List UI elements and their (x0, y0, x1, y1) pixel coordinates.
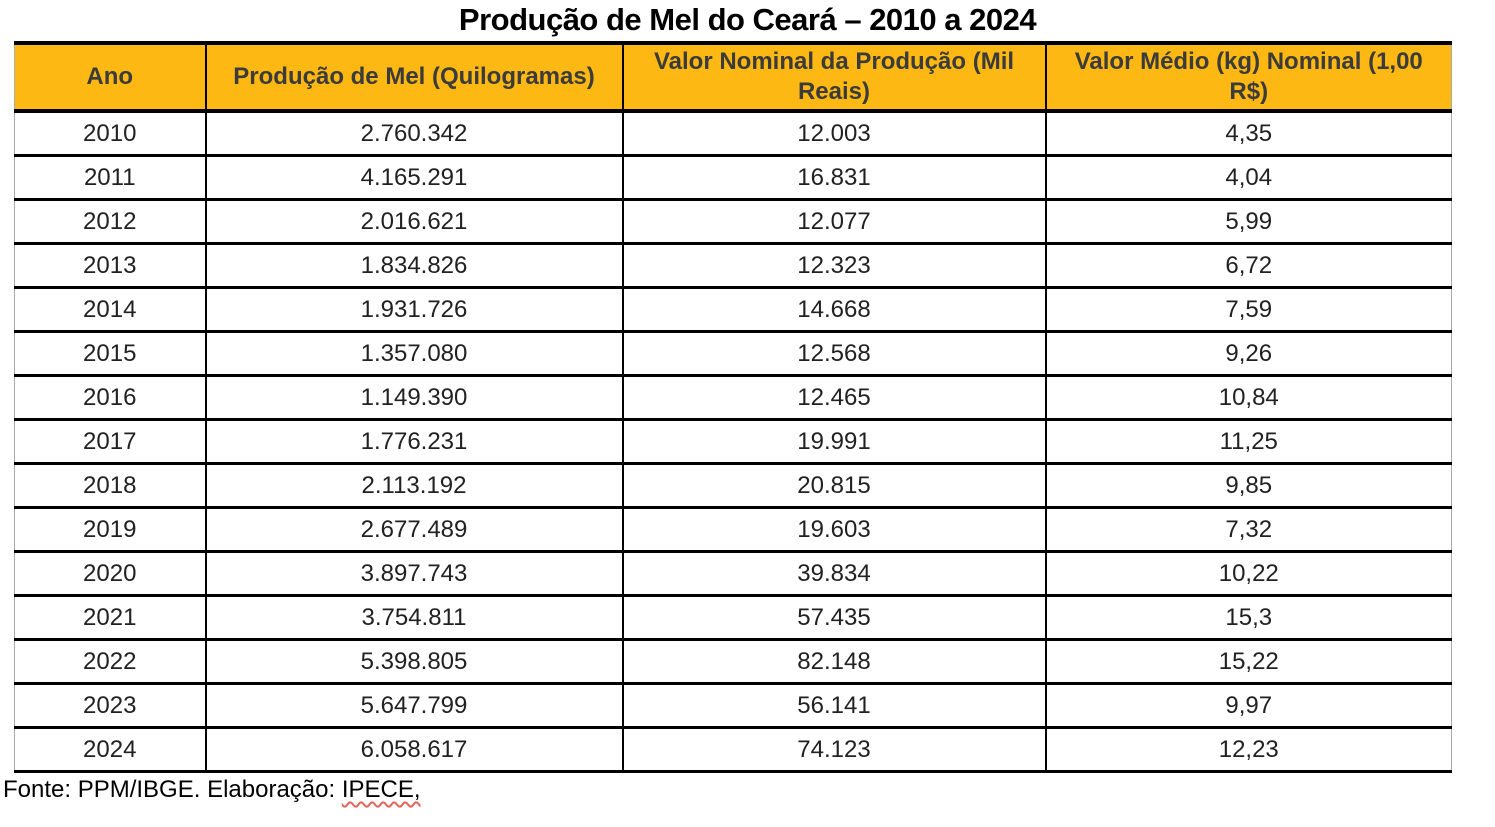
table-cell: 3.897.743 (206, 552, 623, 596)
table-cell: 10,84 (1046, 376, 1452, 420)
table-cell: 14.668 (623, 288, 1046, 332)
table-cell: 7,59 (1046, 288, 1452, 332)
table-cell: 2021 (15, 596, 206, 640)
table-cell: 6,72 (1046, 244, 1452, 288)
table-cell: 2010 (15, 111, 206, 156)
table-row (15, 420, 1452, 464)
table-cell: 57.435 (623, 596, 1046, 640)
table-cell: 74.123 (623, 728, 1046, 772)
table-cell: 16.831 (623, 156, 1046, 200)
table-cell: 2022 (15, 640, 206, 684)
table-cell: 20.815 (623, 464, 1046, 508)
source-note (3, 776, 1495, 804)
table-cell: 12,23 (1046, 728, 1452, 772)
table-cell: 2011 (15, 156, 206, 200)
table-cell: 9,85 (1046, 464, 1452, 508)
table-row (15, 332, 1452, 376)
table-header-row (15, 43, 1452, 111)
table-cell: 12.568 (623, 332, 1046, 376)
table-row (15, 200, 1452, 244)
column-header: Ano (15, 43, 206, 111)
source-note-text: Fonte: PPM/IBGE. Elaboração: (3, 776, 342, 803)
table-cell: 2.677.489 (206, 508, 623, 552)
table-row (15, 552, 1452, 596)
table-cell: 2013 (15, 244, 206, 288)
table-cell: 6.058.617 (206, 728, 623, 772)
table-cell: 5.398.805 (206, 640, 623, 684)
table-cell: 9,97 (1046, 684, 1452, 728)
table-row (15, 596, 1452, 640)
table-cell: 4,35 (1046, 111, 1452, 156)
column-header: Produção de Mel (Quilogramas) (206, 43, 623, 111)
table-cell: 2015 (15, 332, 206, 376)
table-cell: 19.603 (623, 508, 1046, 552)
table-row (15, 111, 1452, 156)
table-cell: 1.776.231 (206, 420, 623, 464)
table-cell: 2023 (15, 684, 206, 728)
table-cell: 1.357.080 (206, 332, 623, 376)
table-cell: 4,04 (1046, 156, 1452, 200)
source-note-flagged-word: IPECE, (341, 776, 421, 803)
table-cell: 10,22 (1046, 552, 1452, 596)
table-cell: 12.077 (623, 200, 1046, 244)
table-body (15, 111, 1452, 772)
table-cell: 1.149.390 (206, 376, 623, 420)
table-cell: 19.991 (623, 420, 1046, 464)
table-cell: 2.016.621 (206, 200, 623, 244)
table-row (15, 728, 1452, 772)
table-cell: 56.141 (623, 684, 1046, 728)
table-cell: 12.323 (623, 244, 1046, 288)
table-cell: 7,32 (1046, 508, 1452, 552)
table-cell: 5,99 (1046, 200, 1452, 244)
table-cell: 11,25 (1046, 420, 1452, 464)
table-row (15, 376, 1452, 420)
table-row (15, 684, 1452, 728)
table-cell: 5.647.799 (206, 684, 623, 728)
table-cell: 2024 (15, 728, 206, 772)
table-cell: 9,26 (1046, 332, 1452, 376)
page-title: Produção de Mel do Ceará – 2010 a 2024 (458, 2, 1037, 37)
table-cell: 15,22 (1046, 640, 1452, 684)
table-cell: 82.148 (623, 640, 1046, 684)
table-cell: 1.931.726 (206, 288, 623, 332)
table-cell: 12.003 (623, 111, 1046, 156)
table-row (15, 244, 1452, 288)
table-cell: 2016 (15, 376, 206, 420)
table-row (15, 288, 1452, 332)
table-cell: 15,3 (1046, 596, 1452, 640)
table-cell: 12.465 (623, 376, 1046, 420)
table-row (15, 464, 1452, 508)
table-cell: 2.760.342 (206, 111, 623, 156)
table-cell: 2012 (15, 200, 206, 244)
table-cell: 39.834 (623, 552, 1046, 596)
table-cell: 3.754.811 (206, 596, 623, 640)
column-header: Valor Nominal da Produção (Mil Reais) (623, 43, 1046, 111)
table-cell: 2019 (15, 508, 206, 552)
table-cell: 2020 (15, 552, 206, 596)
table-cell: 4.165.291 (206, 156, 623, 200)
table-cell: 2.113.192 (206, 464, 623, 508)
table-cell: 2014 (15, 288, 206, 332)
honey-production-table (14, 41, 1452, 773)
table-cell: 2018 (15, 464, 206, 508)
column-header: Valor Médio (kg) Nominal (1,00 R$) (1046, 43, 1452, 111)
table-row (15, 156, 1452, 200)
table-cell: 1.834.826 (206, 244, 623, 288)
table-row (15, 640, 1452, 684)
table-cell: 2017 (15, 420, 206, 464)
table-row (15, 508, 1452, 552)
